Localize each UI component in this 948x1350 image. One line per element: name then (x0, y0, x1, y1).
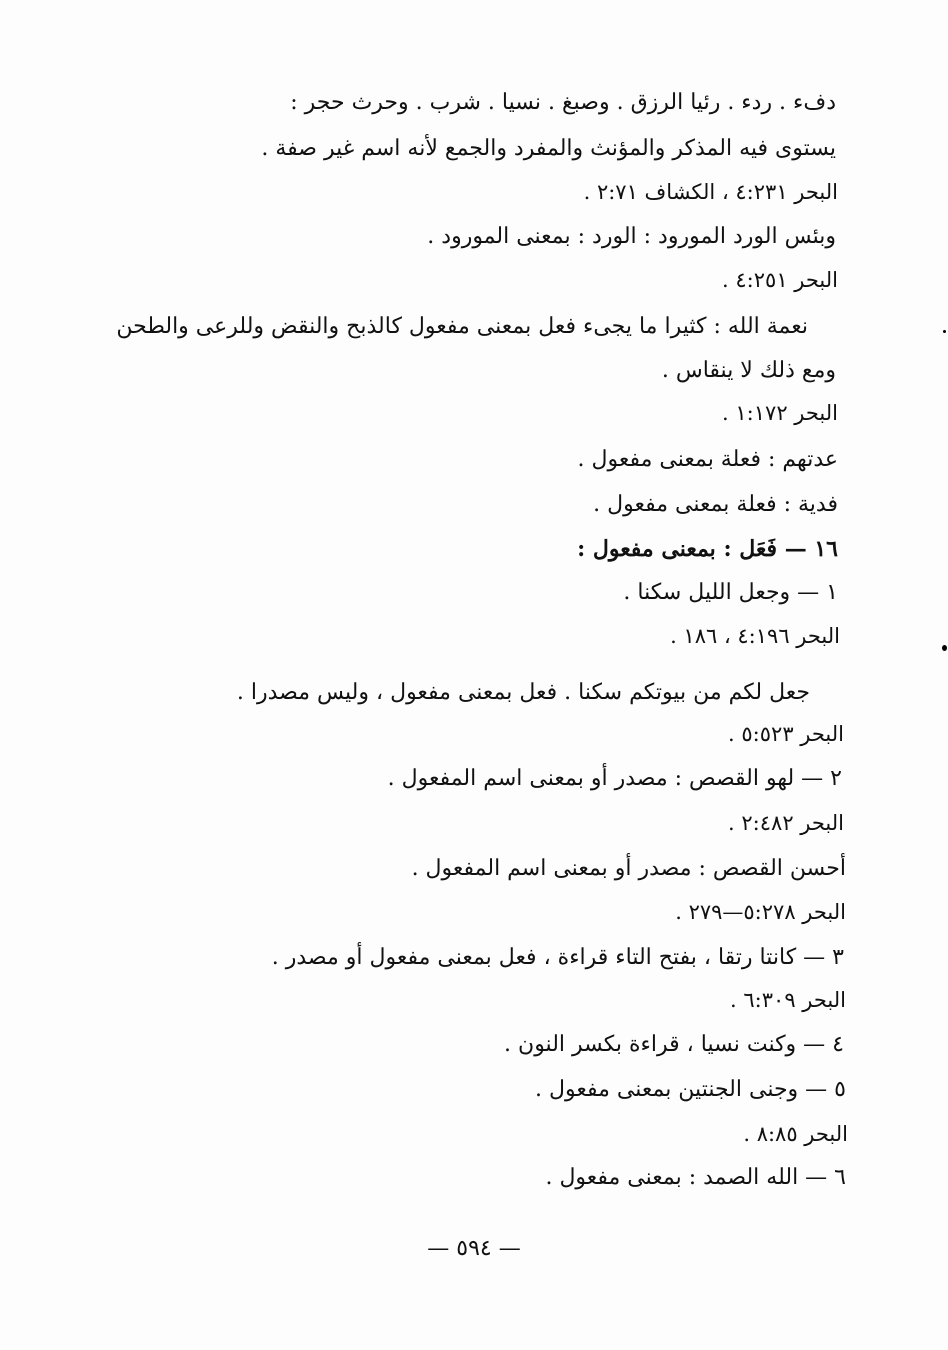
reference-line: البحر ٦:٣٠٩ . (730, 988, 846, 1012)
text-line: ومع ذلك لا ينقاس . (661, 358, 836, 383)
reference-line: البحر ٥:٥٢٣ . (728, 722, 844, 746)
text-line: فدية : فعلة بمعنى مفعول . (593, 492, 838, 517)
scan-speck (943, 330, 946, 333)
reference-line: البحر ٤:٢٥١ . (722, 268, 838, 292)
reference-line: البحر ١:١٧٢ . (722, 401, 838, 425)
reference-line: البحر ٢:٤٨٢ . (728, 811, 844, 835)
text-line: عدتهم : فعلة بمعنى مفعول . (577, 447, 838, 472)
text-line: نعمة الله : كثيرا ما يجىء فعل بمعنى مفعول كالذبح والنقض وللرعى والطحن (116, 314, 808, 339)
scan-speck (942, 645, 947, 651)
text-line: دفء . ردء . رئيا الرزق . وصبغ . نسيا . شرب . وحرث حجر : (290, 90, 836, 115)
text-line: ٤ — وكنت نسيا ، قراءة بكسر النون . (504, 1032, 844, 1057)
reference-line: البحر ٤:٢٣١ ، الكشاف ٢:٧١ . (583, 180, 838, 204)
reference-line: البحر ٥:٢٧٨—٢٧٩ . (675, 900, 846, 924)
section-heading: ١٦ — فَعَل : بمعنى مفعول : (577, 536, 838, 562)
text-line: ٦ — الله الصمد : بمعنى مفعول . (545, 1165, 846, 1190)
text-line: أحسن القصص : مصدر أو بمعنى اسم المفعول . (411, 856, 846, 881)
text-line: ٢ — لهو القصص : مصدر أو بمعنى اسم المفعول . (387, 766, 842, 791)
text-line: يستوى فيه المذكر والمؤنث والمفرد والجمع لأنه اسم غير صفة . (261, 136, 836, 161)
reference-line: البحر ٤:١٩٦ ، ١٨٦ . (670, 624, 840, 648)
page-number: — ٥٩٤ — (427, 1236, 521, 1261)
reference-line: البحر ٨:٨٥ . (743, 1122, 848, 1146)
text-line: ١ — وجعل الليل سكنا . (623, 580, 838, 605)
text-line: جعل لكم من بيوتكم سكنا . فعل بمعنى مفعول ، وليس مصدرا . (236, 680, 810, 705)
text-line: ٥ — وجنى الجنتين بمعنى مفعول . (535, 1077, 846, 1102)
text-line: وبئس الورد المورود : الورد : بمعنى المورود . (427, 224, 836, 249)
text-line: ٣ — كانتا رتقا ، بفتح التاء قراءة ، فعل بمعنى مفعول أو مصدر . (271, 945, 844, 970)
